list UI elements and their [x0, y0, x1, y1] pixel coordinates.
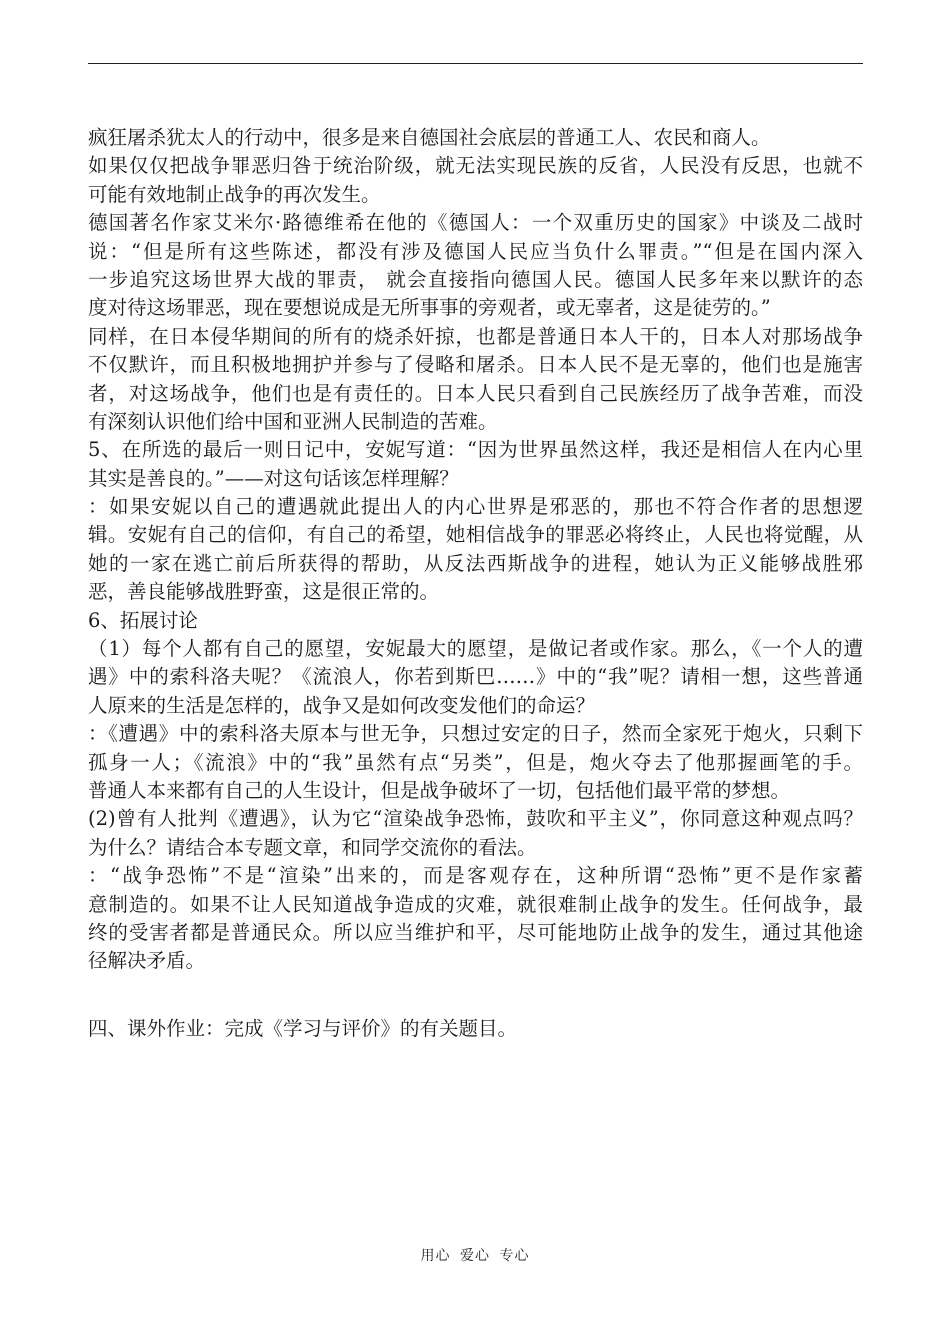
- text-line: 5、在所选的最后一则日记中，安妮写道：“因为世界虽然这样，我还是相信人在内心里: [88, 438, 863, 462]
- text-line: 德国著名作家艾米尔·路德维希在他的《德国人：一个双重历史的国家》中谈及二战时: [88, 211, 863, 235]
- text-line: 如果仅仅把战争罪恶归咎于统治阶级，就无法实现民族的反省，人民没有反思，也就不: [88, 154, 863, 178]
- text-line: 径解决矛盾。: [88, 949, 206, 973]
- text-line: 疯狂屠杀犹太人的行动中，很多是来自德国社会底层的普通工人、农民和商人。: [88, 126, 771, 149]
- text-line: 普通人本来都有自己的人生设计，但是战争破坏了一切，包括他们最平常的梦想。: [88, 778, 791, 802]
- text-line: 人原来的生活是怎样的，战争又是如何改变发他们的命运？: [88, 693, 596, 717]
- text-line: 恶，善良能够战胜野蛮，这是很正常的。: [88, 580, 440, 604]
- text-line: 为什么？请结合本专题文章，和同学交流你的看法。: [88, 835, 537, 859]
- text-line: 其实是善良的。”——对这句话该怎样理解？: [88, 466, 459, 490]
- text-line: 可能有效地制止战争的再次发生。: [88, 182, 381, 206]
- text-line: 终的受害者都是普通民众。所以应当维护和平，尽可能地防止战争的发生，通过其他途: [88, 920, 863, 944]
- text-line: (2)曾有人批判《遭遇》，认为它“渲染战争恐怖，鼓吹和平主义”，你同意这种观点吗？: [88, 807, 863, 831]
- text-line: 同样，在日本侵华期间的所有的烧杀奸掠，也都是普通日本人干的，日本人对那场战争: [88, 324, 863, 348]
- header-rule: [88, 63, 863, 64]
- text-line: 她的一家在逃亡前后所获得的帮助，从反法西斯战争的进程，她认为正义能够战胜邪: [88, 551, 863, 575]
- text-line: 孤身一人；《流浪》中的“我”虽然有点“另类”，但是，炮火夺去了他那握画笔的手。: [88, 750, 863, 774]
- page-footer: 用心 爱心 专心: [420, 1248, 530, 1264]
- homework-heading: 四、课外作业：完成《学习与评价》的有关题目。: [88, 1016, 518, 1040]
- text-line: 说：“但是所有这些陈述，都没有涉及德国人民应当负什么罪责。”“但是在国内深入: [88, 239, 863, 263]
- text-line: 遇》中的索科洛夫呢？《流浪人，你若到斯巴……》中的“我”呢？请相一想，这些普通: [88, 665, 863, 689]
- text-line: 者，对这场战争，他们也是有责任的。日本人民只看到自己民族经历了战争苦难，而没: [88, 381, 863, 405]
- text-line: ：《遭遇》中的索科洛夫原本与世无争，只想过安定的日子，然而全家死于炮火，只剩下: [88, 722, 863, 746]
- text-line: 辑。安妮有自己的信仰，有自己的希望，她相信战争的罪恶必将终止，人民也将觉醒，从: [88, 523, 863, 547]
- text-line: 不仅默许，而且积极地拥护并参与了侵略和屠杀。日本人民不是无辜的，他们也是施害: [88, 353, 863, 377]
- document-body: [88, 124, 863, 1043]
- paragraph-gap: [88, 976, 863, 1015]
- section-heading: 6、拓展讨论: [88, 608, 198, 632]
- text-line: 度对待这场罪恶，现在要想说成是无所事事的旁观者，或无辜者，这是徒劳的。”: [88, 296, 771, 320]
- text-line: 有深刻认识他们给中国和亚洲人民制造的苦难。: [88, 409, 498, 433]
- text-line: 意制造的。如果不让人民知道战争造成的灾难，就很难制止战争的发生。任何战争，最: [88, 892, 863, 916]
- text-line: （1）每个人都有自己的愿望，安妮最大的愿望，是做记者或作家。那么，《一个人的遭: [88, 637, 863, 661]
- text-line: ：如果安妮以自己的遭遇就此提出人的内心世界是邪恶的，那也不符合作者的思想逻: [88, 495, 863, 519]
- text-line: ：“战争恐怖”不是“渲染”出来的，而是客观存在，这种所谓“恐怖”更不是作家蓄: [88, 864, 863, 888]
- text-line: 一步追究这场世界大战的罪责， 就会直接指向德国人民。德国人民多年来以默许的态: [88, 267, 863, 291]
